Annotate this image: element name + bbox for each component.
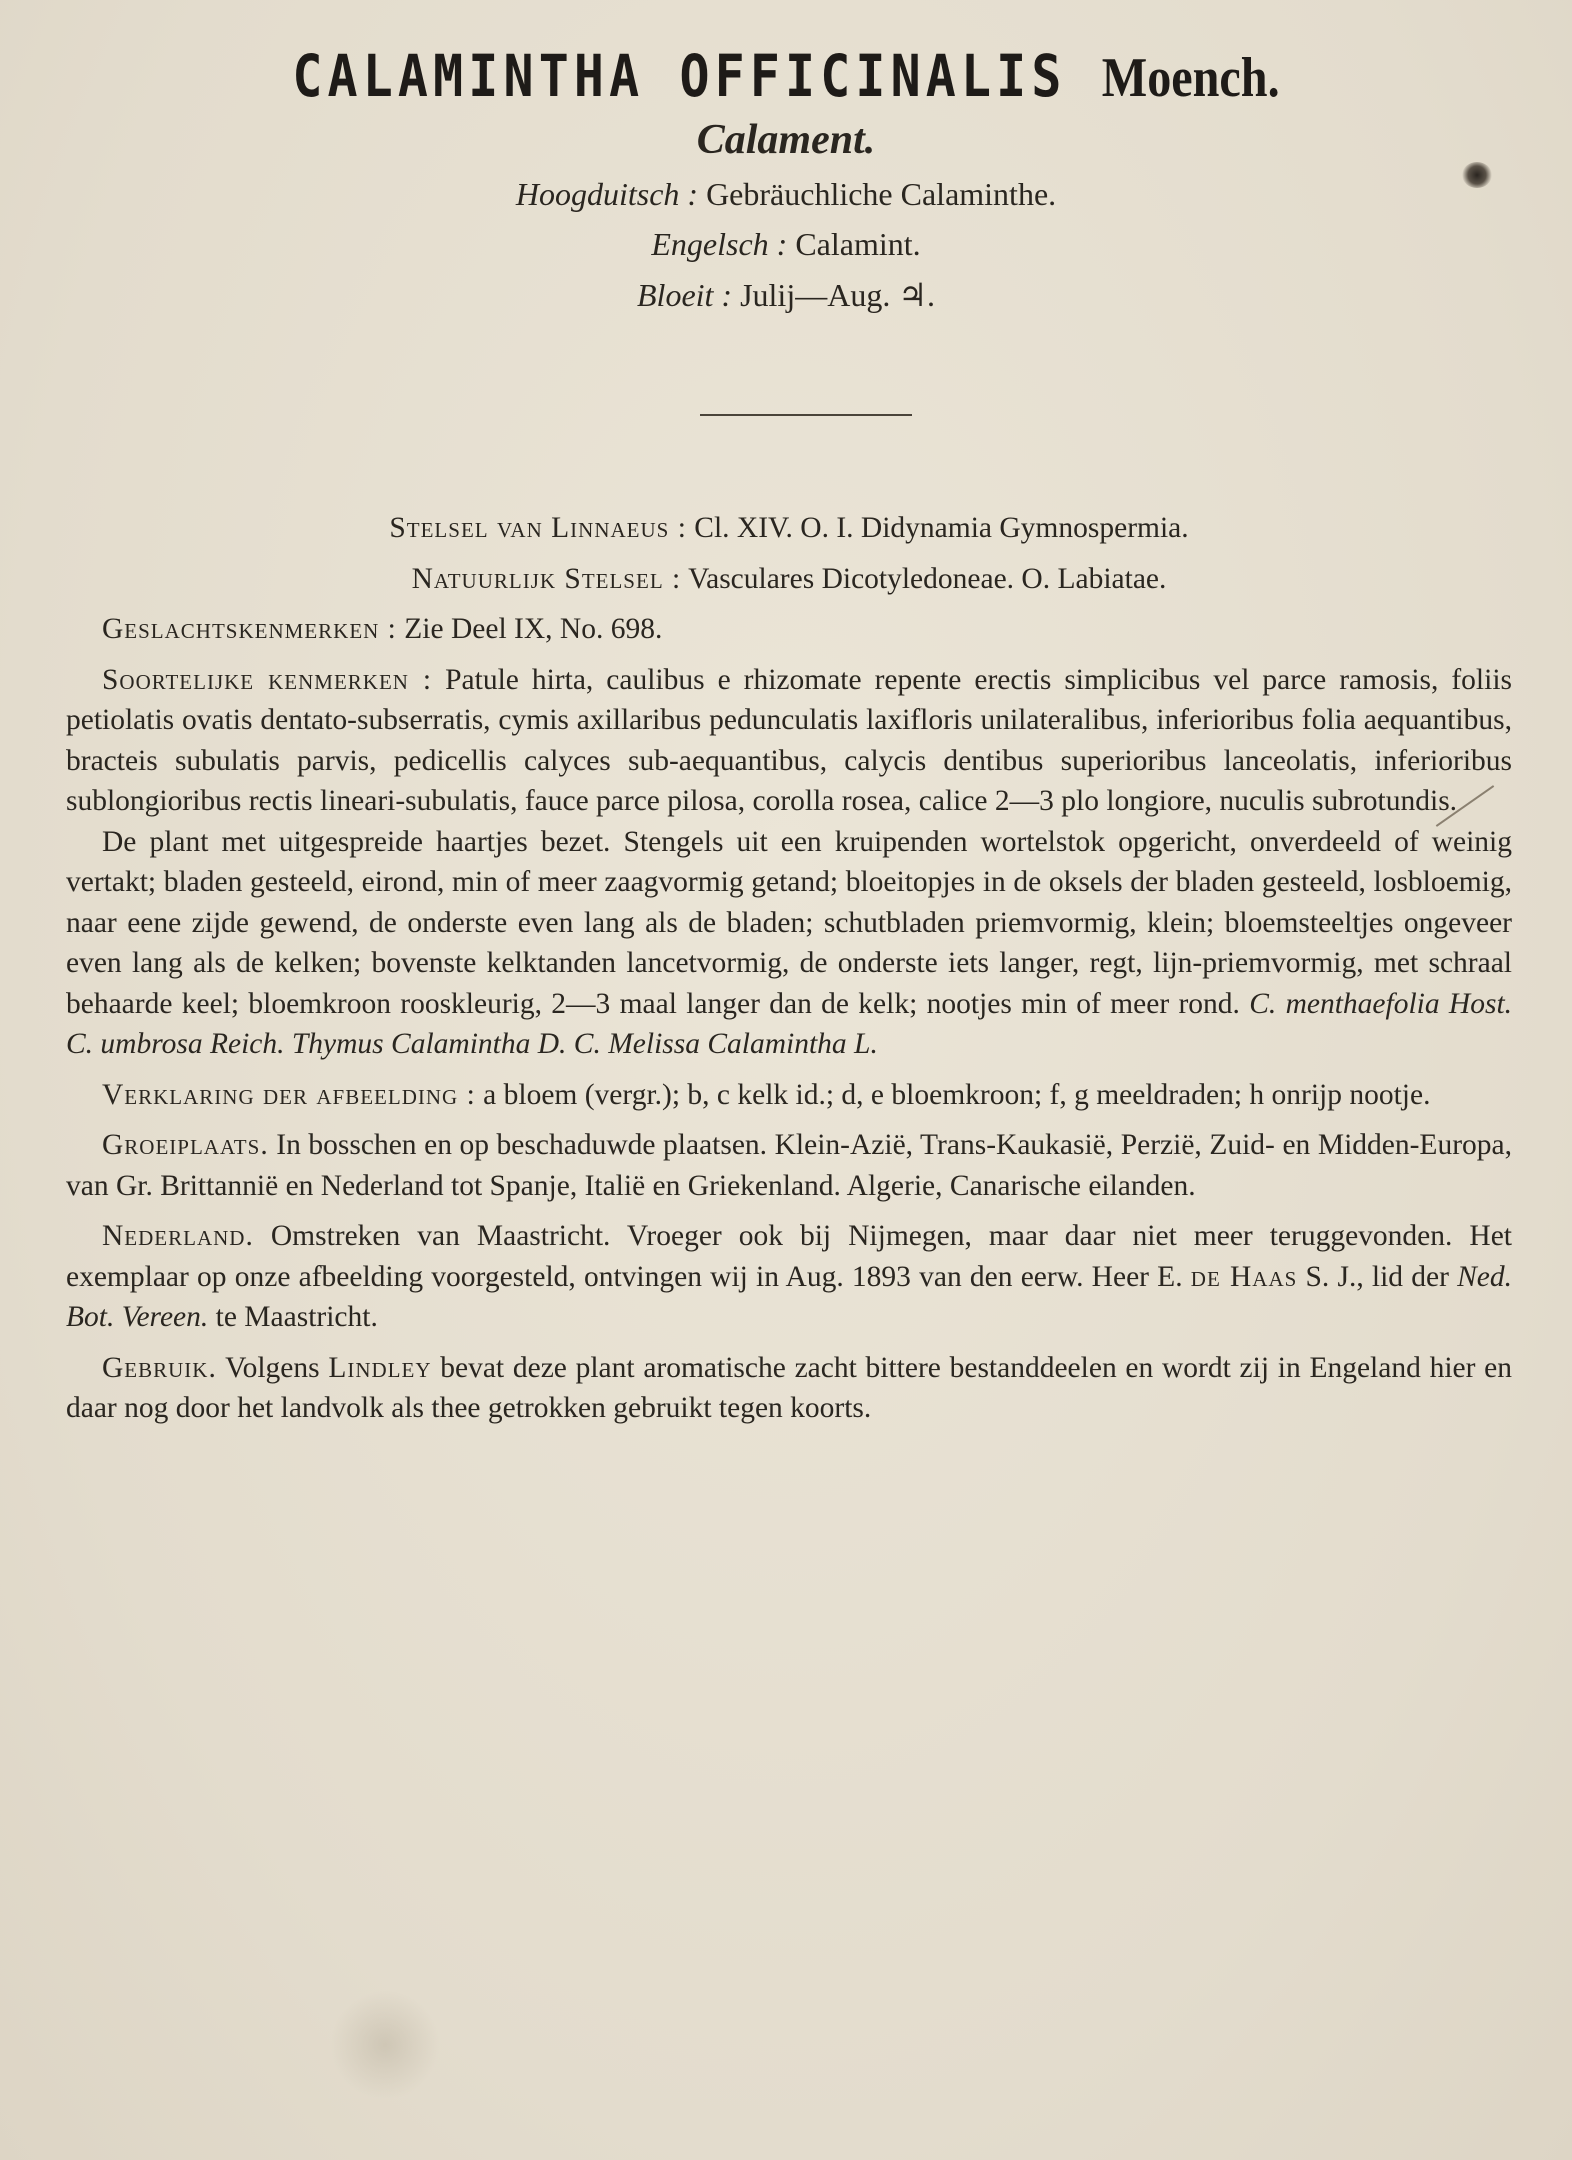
bloom-value: Julij—Aug. ♃. (740, 277, 935, 313)
habitat-paragraph (66, 1125, 1512, 1206)
netherlands-text-3: te Maastricht. (215, 1301, 378, 1333)
natural-system (66, 559, 1512, 600)
english-label: Engelsch : (651, 226, 788, 262)
description-text: De plant met uitgespreide haartjes bezet. Stengels uit een kruipenden wortelstok opgericht, onverdeeld of weinig vertakt; bladen gesteeld, eirond, min of meer zaagvormig getand; bloeitopjes in de oksels der bladen gesteeld, losbloemig, naar eene zijde gewend, de onderste even lang als de bladen; schutbladen priemvormig, klein; bloemsteeltjes ongeveer even lang als de kelken; bovenste kelktanden lancetvormig, de onderste iets langer, regt, lijn-priemvormig, met schraal behaarde keel; bloemkroon rooskleurig, 2—3 maal langer dan de kelk; nootjes min of meer rond. (66, 825, 1512, 1020)
document-body (66, 508, 1512, 1429)
description-paragraph (66, 822, 1512, 1065)
netherlands-society: Ned. Bot. Vereen. (66, 1260, 1513, 1333)
species-characters (66, 660, 1512, 822)
divider-rule (700, 414, 912, 416)
explanation-text: a bloem (vergr.); b, c kelk id.; d, e bloemkroon; f, g meeldraden; h onrijp nootje. (483, 1078, 1431, 1111)
species-name: CALAMINTHA OFFICINALIS (292, 42, 1067, 110)
netherlands-paragraph (66, 1216, 1512, 1338)
netherlands-text-2: S. J., lid der (1305, 1260, 1449, 1293)
species-title (110, 42, 1462, 110)
genus-characters (66, 609, 1512, 650)
paper-stain (330, 1990, 440, 2100)
netherlands-label: Nederland. (102, 1220, 254, 1252)
ink-smudge (1462, 162, 1492, 188)
figure-explanation (66, 1075, 1512, 1116)
species-label: Soortelijke kenmerken : (102, 663, 433, 696)
netherlands-person: de Haas (1190, 1260, 1298, 1293)
linnaeus-text: Cl. XIV. O. I. Didynamia Gymnospermia. (694, 512, 1189, 544)
use-person: Lindley (328, 1351, 432, 1384)
natural-text: Vasculares Dicotyledoneae. O. Labiatae. (688, 562, 1167, 595)
use-paragraph (66, 1348, 1512, 1429)
use-label: Gebruik. (102, 1351, 217, 1384)
german-name-line (0, 176, 1572, 213)
english-name-line (0, 226, 1572, 263)
linnaeus-label: Stelsel van Linnaeus : (389, 512, 687, 544)
genus-text: Zie Deel IX, No. 698. (404, 613, 663, 645)
species-text: Patule hirta, caulibus e rhizomate repente erectis simplicibus vel parce ramosis, foliis petiolatis ovatis dentato-subserratis, cymis axillaribus pedunculatis laxifloris unilateralibus, inferioribus folia aequantibus, bracteis subulatis parvis, pedicellis calyces sub-aequantibus, calycis dentibus superioribus lanceolatis, inferioribus sublongioribus rectis lineari-subulatis, fauce parce pilosa, corolla rosea, calice 2—3 plo longiore, nuculis subrotundis. (66, 663, 1512, 817)
synonyms-text: C. menthaefolia Host. C. umbrosa Reich. Thymus Calamintha D. C. Melissa Calamintha L. (66, 987, 1513, 1060)
species-author: Moench. (1101, 47, 1280, 109)
linnaeus-system (66, 508, 1512, 549)
bloom-line (0, 276, 1572, 314)
dutch-common-name: Calament. (696, 117, 876, 163)
habitat-label: Groeiplaats. (102, 1129, 269, 1161)
bloom-label: Bloeit : (637, 277, 733, 313)
german-name: Gebräuchliche Calaminthe. (706, 176, 1057, 212)
natural-label: Natuurlijk Stelsel : (411, 562, 682, 595)
genus-label: Geslachtskenmerken : (102, 613, 397, 645)
habitat-text: In bosschen en op beschaduwde plaatsen. Klein-Azië, Trans-Kaukasië, Perzië, Zuid- en Midden-Europa, van Gr. Brittannië en Nederland tot Spanje, Italië en Griekenland. Algerie, Canarische eilanden. (66, 1129, 1512, 1202)
german-label: Hoogduitsch : (515, 176, 699, 212)
english-name: Calamint. (795, 226, 921, 262)
explanation-label: Verklaring der afbeelding : (102, 1078, 476, 1111)
use-text-2: bevat deze plant aromatische zacht bittere bestanddeelen en wordt zij in Engeland hier en daar nog door het landvolk als thee getrokken gebruikt tegen koorts. (66, 1351, 1513, 1424)
use-text-1: Volgens (225, 1351, 320, 1384)
netherlands-text-1: Omstreken van Maastricht. Vroeger ook bij Nijmegen, maar daar niet meer teruggevonden. Het exemplaar op onze afbeelding voorgesteld, ontvingen wij in Aug. 1893 van den eerw. Heer E. (66, 1220, 1512, 1293)
